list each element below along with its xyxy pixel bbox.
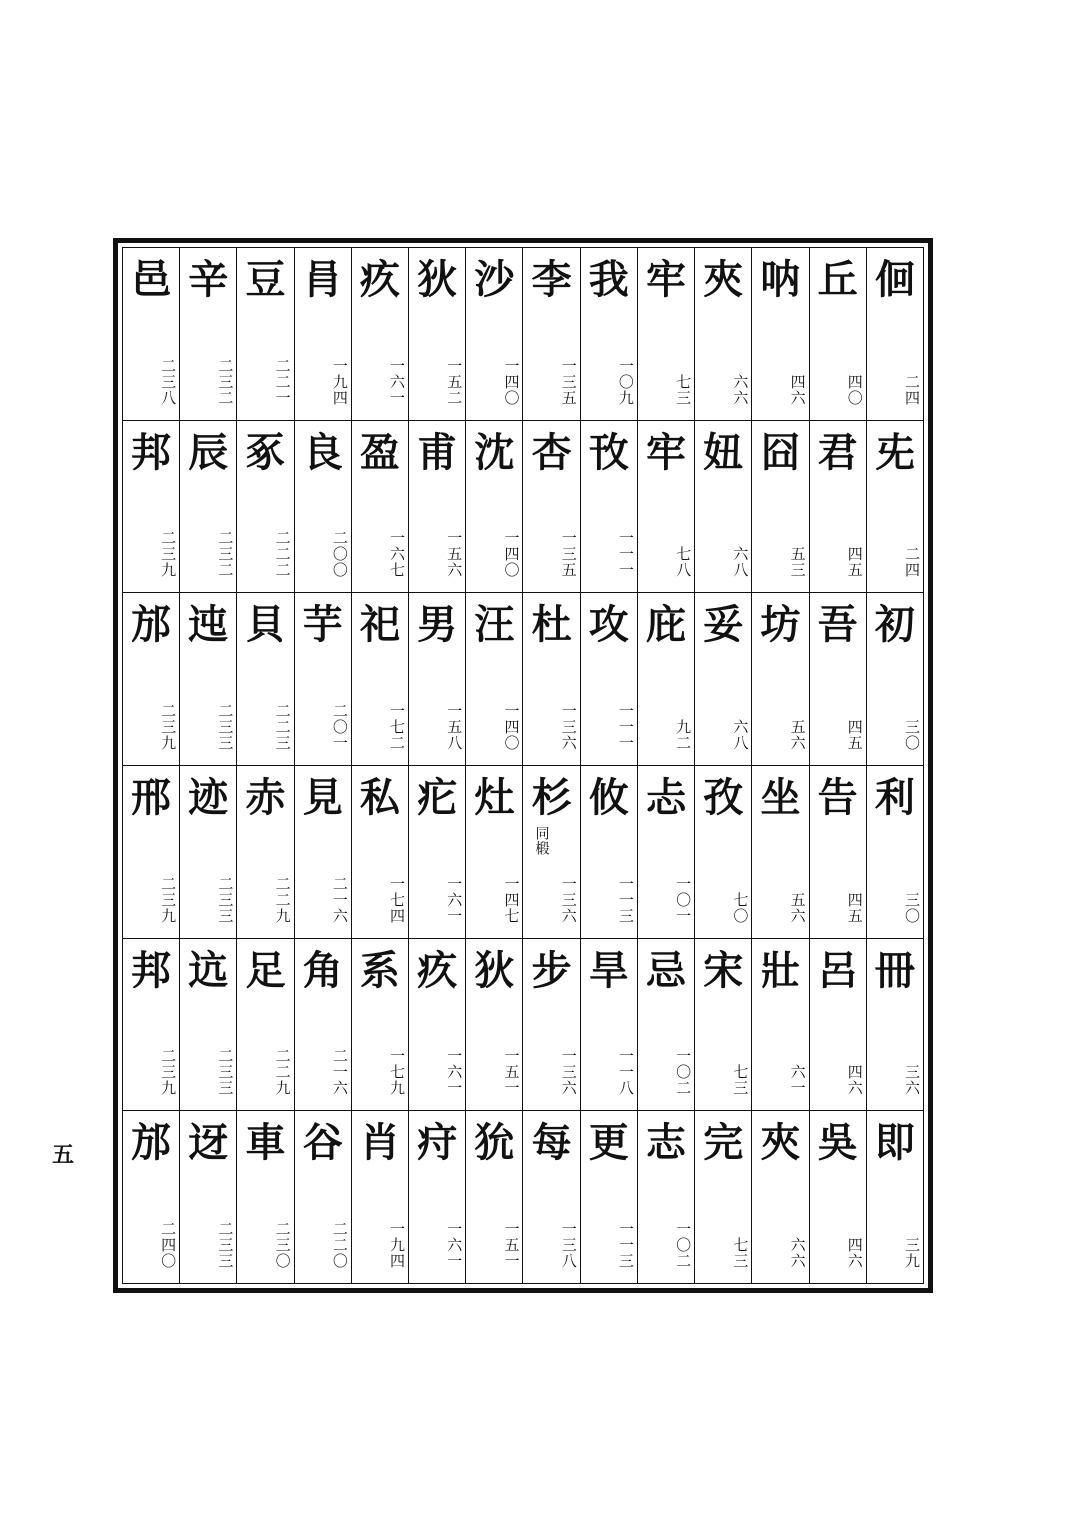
entry-character: 汪 bbox=[474, 601, 515, 649]
index-entry bbox=[695, 1111, 751, 1283]
character-index-table bbox=[113, 238, 933, 1293]
entry-character: 迒 bbox=[188, 946, 229, 994]
index-entry bbox=[810, 421, 866, 594]
index-entry bbox=[180, 766, 236, 939]
entry-character: 妞 bbox=[703, 428, 744, 476]
entry-character: 杉 bbox=[531, 774, 572, 822]
entry-character: 夾 bbox=[703, 256, 744, 303]
entry-page-number: 一六一 bbox=[445, 1048, 464, 1097]
entry-page-number: 一七九 bbox=[388, 1048, 407, 1097]
index-entry bbox=[466, 1111, 522, 1283]
entry-page-number: 一一三 bbox=[616, 1221, 635, 1270]
entry-page-number: 二二三 bbox=[273, 703, 292, 752]
entry-character: 沈 bbox=[474, 428, 515, 476]
index-entry bbox=[523, 593, 579, 766]
index-entry bbox=[810, 939, 866, 1112]
entry-character: 見 bbox=[302, 774, 343, 822]
entry-character: 芋 bbox=[302, 601, 343, 649]
index-entry bbox=[638, 593, 694, 766]
entry-page-number: 三〇 bbox=[903, 719, 921, 752]
entry-page-number: 六八 bbox=[731, 546, 750, 579]
table-column bbox=[522, 248, 579, 1283]
entry-page-number: 五六 bbox=[788, 891, 807, 924]
entry-character: 邡 bbox=[131, 601, 172, 649]
entry-page-number: 二二九 bbox=[273, 1048, 292, 1097]
index-entry bbox=[638, 1111, 694, 1283]
entry-character: 豆 bbox=[245, 256, 286, 303]
entry-character: 豖 bbox=[245, 428, 286, 476]
index-entry bbox=[352, 939, 408, 1112]
entry-character: 牢 bbox=[646, 428, 687, 476]
table-column bbox=[236, 248, 293, 1283]
index-entry bbox=[409, 421, 465, 594]
entry-character: 男 bbox=[417, 601, 458, 649]
index-entry bbox=[752, 939, 808, 1112]
index-entry bbox=[123, 1111, 179, 1283]
entry-character: 更 bbox=[588, 1119, 629, 1167]
entry-page-number: 七三 bbox=[674, 373, 693, 406]
entry-character: 辛 bbox=[188, 256, 229, 303]
entry-page-number: 七〇 bbox=[731, 891, 750, 924]
entry-character: 壯 bbox=[760, 946, 801, 994]
index-entry bbox=[237, 593, 293, 766]
entry-character: 良 bbox=[302, 428, 343, 476]
index-entry bbox=[695, 421, 751, 594]
entry-character: 孜 bbox=[703, 774, 744, 822]
entry-character: 庇 bbox=[646, 601, 687, 649]
entry-page-number: 六八 bbox=[731, 719, 750, 752]
entry-character: 迍 bbox=[188, 601, 229, 649]
index-entry bbox=[581, 766, 637, 939]
index-entry bbox=[180, 248, 236, 421]
index-entry bbox=[409, 593, 465, 766]
index-entry bbox=[523, 766, 579, 939]
entry-character: 李 bbox=[531, 256, 572, 303]
index-entry bbox=[352, 766, 408, 939]
index-entry bbox=[581, 1111, 637, 1283]
entry-page-number: 二一六 bbox=[330, 875, 349, 924]
entry-page-number: 一四〇 bbox=[502, 357, 521, 406]
index-entry bbox=[581, 939, 637, 1112]
entry-page-number: 一六七 bbox=[388, 530, 407, 579]
entry-page-number: 一三八 bbox=[559, 1221, 578, 1270]
entry-page-number: 一九四 bbox=[388, 1221, 407, 1270]
entry-character: 盈 bbox=[359, 428, 400, 476]
index-entry bbox=[752, 248, 808, 421]
entry-character: 狄 bbox=[474, 946, 515, 994]
index-entry bbox=[638, 766, 694, 939]
entry-page-number: 二三九 bbox=[159, 703, 178, 752]
index-entry bbox=[180, 1111, 236, 1283]
entry-character: 邡 bbox=[131, 1119, 172, 1167]
entry-page-number: 二二〇 bbox=[330, 1221, 349, 1270]
entry-character: 坊 bbox=[760, 601, 801, 649]
entry-character: 狄 bbox=[417, 256, 458, 303]
entry-page-number: 七三 bbox=[731, 1064, 750, 1097]
entry-character: 囧 bbox=[760, 428, 801, 476]
index-entry bbox=[466, 939, 522, 1112]
entry-page-number: 一六一 bbox=[445, 875, 464, 924]
entry-character: 疕 bbox=[417, 774, 458, 822]
index-entry bbox=[867, 766, 923, 939]
index-entry bbox=[295, 939, 351, 1112]
entry-page-number: 一五八 bbox=[445, 703, 464, 752]
entry-page-number: 一三五 bbox=[559, 357, 578, 406]
entry-character: 丘 bbox=[817, 256, 858, 303]
entry-page-number: 四六 bbox=[788, 373, 807, 406]
entry-character: 忌 bbox=[646, 946, 687, 994]
entry-character: 攼 bbox=[588, 428, 629, 476]
entry-page-number: 一七二 bbox=[388, 703, 407, 752]
entry-page-number: 一一一 bbox=[616, 703, 635, 752]
entry-page-number: 一四〇 bbox=[502, 703, 521, 752]
entry-page-number: 二三九 bbox=[159, 1048, 178, 1097]
index-entry bbox=[180, 593, 236, 766]
entry-page-number: 二一六 bbox=[330, 1048, 349, 1097]
entry-character: 完 bbox=[703, 1119, 744, 1167]
index-entry bbox=[581, 593, 637, 766]
index-entry bbox=[638, 939, 694, 1112]
entry-character: 每 bbox=[531, 1119, 572, 1167]
entry-page-number: 四五 bbox=[845, 546, 864, 579]
index-entry bbox=[466, 421, 522, 594]
entry-page-number: 三〇 bbox=[903, 891, 921, 924]
entry-page-number: 一九四 bbox=[330, 357, 349, 406]
index-entry bbox=[123, 766, 179, 939]
entry-page-number: 二三〇 bbox=[273, 1221, 292, 1270]
index-entry bbox=[752, 1111, 808, 1283]
entry-page-number: 一三六 bbox=[559, 1048, 578, 1097]
index-entry bbox=[123, 421, 179, 594]
entry-character: 疚 bbox=[359, 256, 400, 303]
index-entry bbox=[237, 421, 293, 594]
table-column bbox=[637, 248, 694, 1283]
entry-character: 佪 bbox=[874, 256, 915, 303]
entry-page-number: 一五六 bbox=[445, 530, 464, 579]
entry-character: 肙 bbox=[302, 256, 343, 303]
entry-character: 車 bbox=[245, 1119, 286, 1167]
index-entry bbox=[523, 939, 579, 1112]
index-entry bbox=[352, 1111, 408, 1283]
entry-note: 同椴 bbox=[533, 826, 550, 857]
entry-character: 利 bbox=[874, 774, 915, 822]
entry-page-number: 二三八 bbox=[159, 357, 178, 406]
index-entry bbox=[409, 1111, 465, 1283]
index-entry bbox=[352, 248, 408, 421]
entry-character: 甫 bbox=[417, 428, 458, 476]
entry-page-number: 四六 bbox=[845, 1237, 864, 1270]
entry-page-number: 二三三 bbox=[216, 875, 235, 924]
entry-character: 辰 bbox=[188, 428, 229, 476]
entry-character: 宋 bbox=[703, 946, 744, 994]
entry-page-number: 二三九 bbox=[159, 875, 178, 924]
entry-character: 兂 bbox=[874, 428, 915, 476]
index-entry bbox=[695, 248, 751, 421]
entry-page-number: 一〇二 bbox=[674, 1048, 693, 1097]
table-grid bbox=[122, 247, 924, 1284]
entry-page-number: 一〇一 bbox=[674, 875, 693, 924]
entry-character: 杏 bbox=[531, 428, 572, 476]
entry-page-number: 二四 bbox=[903, 546, 921, 579]
index-entry bbox=[237, 939, 293, 1112]
entry-character: 灶 bbox=[474, 774, 515, 822]
index-entry bbox=[523, 248, 579, 421]
table-column bbox=[123, 248, 179, 1283]
table-column bbox=[694, 248, 751, 1283]
entry-character: 谷 bbox=[302, 1119, 343, 1167]
entry-character: 冊 bbox=[874, 946, 915, 994]
index-entry bbox=[867, 421, 923, 594]
entry-page-number: 七三 bbox=[731, 1237, 750, 1270]
index-entry bbox=[867, 1111, 923, 1283]
index-entry bbox=[695, 593, 751, 766]
index-entry bbox=[295, 766, 351, 939]
entry-character: 迓 bbox=[188, 1119, 229, 1167]
entry-character: 肖 bbox=[359, 1119, 400, 1167]
entry-page-number: 一六一 bbox=[445, 1221, 464, 1270]
entry-character: 吾 bbox=[817, 601, 858, 649]
entry-page-number: 二三二 bbox=[216, 530, 235, 579]
entry-page-number: 二四 bbox=[903, 373, 921, 406]
entry-character: 初 bbox=[874, 601, 915, 649]
entry-character: 祀 bbox=[359, 601, 400, 649]
entry-page-number: 六六 bbox=[788, 1237, 807, 1270]
entry-character: 迹 bbox=[188, 774, 229, 822]
entry-character: 坐 bbox=[760, 774, 801, 822]
index-entry bbox=[752, 421, 808, 594]
index-entry bbox=[581, 421, 637, 594]
page-number: 五 bbox=[52, 1142, 75, 1168]
index-entry bbox=[523, 1111, 579, 1283]
entry-page-number: 二三九 bbox=[159, 530, 178, 579]
index-entry bbox=[752, 766, 808, 939]
entry-page-number: 一一一 bbox=[616, 530, 635, 579]
entry-page-number: 一〇九 bbox=[616, 357, 635, 406]
index-entry bbox=[466, 766, 522, 939]
index-entry bbox=[638, 421, 694, 594]
entry-character: 牢 bbox=[646, 256, 687, 303]
entry-page-number: 九二 bbox=[674, 719, 693, 752]
entry-page-number: 一四七 bbox=[502, 875, 521, 924]
entry-character: 赤 bbox=[245, 774, 286, 822]
entry-character: 杜 bbox=[531, 601, 572, 649]
index-entry bbox=[581, 248, 637, 421]
table-column bbox=[809, 248, 866, 1283]
index-entry bbox=[810, 766, 866, 939]
entry-page-number: 一一三 bbox=[616, 875, 635, 924]
table-column bbox=[866, 248, 923, 1283]
entry-character: 攻 bbox=[588, 601, 629, 649]
index-entry bbox=[867, 248, 923, 421]
index-entry bbox=[752, 593, 808, 766]
entry-page-number: 一三五 bbox=[559, 530, 578, 579]
index-entry bbox=[466, 248, 522, 421]
entry-character: 告 bbox=[817, 774, 858, 822]
entry-page-number: 二三二 bbox=[216, 357, 235, 406]
index-entry bbox=[352, 593, 408, 766]
index-entry bbox=[295, 421, 351, 594]
entry-character: 妥 bbox=[703, 601, 744, 649]
entry-page-number: 一五一 bbox=[502, 1221, 521, 1270]
entry-page-number: 一五二 bbox=[445, 357, 464, 406]
entry-page-number: 一七四 bbox=[388, 875, 407, 924]
index-entry bbox=[295, 1111, 351, 1283]
table-column bbox=[751, 248, 808, 1283]
index-entry bbox=[695, 939, 751, 1112]
entry-character: 吳 bbox=[817, 1119, 858, 1167]
entry-page-number: 二三三 bbox=[216, 1048, 235, 1097]
entry-page-number: 四五 bbox=[845, 891, 864, 924]
entry-page-number: 二三三 bbox=[216, 1221, 235, 1270]
table-column bbox=[580, 248, 637, 1283]
entry-character: 狁 bbox=[474, 1119, 515, 1167]
entry-character: 系 bbox=[359, 946, 400, 994]
index-entry bbox=[409, 248, 465, 421]
entry-character: 邑 bbox=[131, 256, 172, 303]
entry-page-number: 一六一 bbox=[388, 357, 407, 406]
entry-character: 志 bbox=[646, 1119, 687, 1167]
entry-character: 步 bbox=[531, 946, 572, 994]
entry-page-number: 一五一 bbox=[502, 1048, 521, 1097]
entry-page-number: 五六 bbox=[788, 719, 807, 752]
entry-page-number: 二四〇 bbox=[159, 1221, 178, 1270]
index-entry bbox=[237, 766, 293, 939]
entry-character: 旱 bbox=[588, 946, 629, 994]
entry-character: 貝 bbox=[245, 601, 286, 649]
index-entry bbox=[237, 1111, 293, 1283]
entry-page-number: 二三三 bbox=[216, 703, 235, 752]
index-entry bbox=[295, 248, 351, 421]
entry-character: 足 bbox=[245, 946, 286, 994]
entry-character: 呐 bbox=[760, 256, 801, 303]
entry-character: 呂 bbox=[817, 946, 858, 994]
index-entry bbox=[695, 766, 751, 939]
index-entry bbox=[638, 248, 694, 421]
entry-page-number: 一〇二 bbox=[674, 1221, 693, 1270]
entry-character: 邢 bbox=[131, 774, 172, 822]
index-entry bbox=[810, 593, 866, 766]
entry-page-number: 二二一 bbox=[273, 357, 292, 406]
entry-character: 君 bbox=[817, 428, 858, 476]
entry-page-number: 六一 bbox=[788, 1064, 807, 1097]
index-entry bbox=[867, 939, 923, 1112]
entry-page-number: 二〇〇 bbox=[330, 530, 349, 579]
entry-character: 角 bbox=[302, 946, 343, 994]
index-entry bbox=[237, 248, 293, 421]
entry-character: 即 bbox=[874, 1119, 915, 1167]
entry-page-number: 四六 bbox=[845, 1064, 864, 1097]
table-column bbox=[465, 248, 522, 1283]
entry-page-number: 三九 bbox=[903, 1237, 921, 1270]
entry-character: 沙 bbox=[474, 256, 515, 303]
index-entry bbox=[180, 939, 236, 1112]
entry-page-number: 六六 bbox=[731, 373, 750, 406]
table-column bbox=[408, 248, 465, 1283]
entry-page-number: 一四〇 bbox=[502, 530, 521, 579]
index-entry bbox=[523, 421, 579, 594]
index-entry bbox=[123, 939, 179, 1112]
entry-page-number: 一三六 bbox=[559, 875, 578, 924]
index-entry bbox=[810, 1111, 866, 1283]
index-entry bbox=[409, 939, 465, 1112]
entry-page-number: 二〇一 bbox=[330, 703, 349, 752]
index-entry bbox=[409, 766, 465, 939]
index-entry bbox=[180, 421, 236, 594]
entry-page-number: 四五 bbox=[845, 719, 864, 752]
entry-character: 攸 bbox=[588, 774, 629, 822]
index-entry bbox=[810, 248, 866, 421]
entry-character: 疚 bbox=[417, 946, 458, 994]
entry-character: 我 bbox=[588, 256, 629, 303]
entry-page-number: 一三六 bbox=[559, 703, 578, 752]
index-entry bbox=[123, 593, 179, 766]
entry-character: 夾 bbox=[760, 1119, 801, 1167]
entry-character: 邦 bbox=[131, 428, 172, 476]
entry-character: 疛 bbox=[417, 1119, 458, 1167]
index-entry bbox=[295, 593, 351, 766]
index-entry bbox=[123, 248, 179, 421]
table-column bbox=[179, 248, 236, 1283]
table-column bbox=[294, 248, 351, 1283]
entry-page-number: 二二二 bbox=[273, 530, 292, 579]
entry-page-number: 五三 bbox=[788, 546, 807, 579]
entry-character: 忐 bbox=[646, 774, 687, 822]
entry-page-number: 三六 bbox=[903, 1064, 921, 1097]
index-entry bbox=[466, 593, 522, 766]
entry-page-number: 一一八 bbox=[616, 1048, 635, 1097]
index-entry bbox=[867, 593, 923, 766]
entry-page-number: 七八 bbox=[674, 546, 693, 579]
table-column bbox=[351, 248, 408, 1283]
index-entry bbox=[352, 421, 408, 594]
entry-page-number: 二二九 bbox=[273, 875, 292, 924]
entry-page-number: 四〇 bbox=[845, 373, 864, 406]
entry-character: 私 bbox=[359, 774, 400, 822]
entry-character: 邦 bbox=[131, 946, 172, 994]
